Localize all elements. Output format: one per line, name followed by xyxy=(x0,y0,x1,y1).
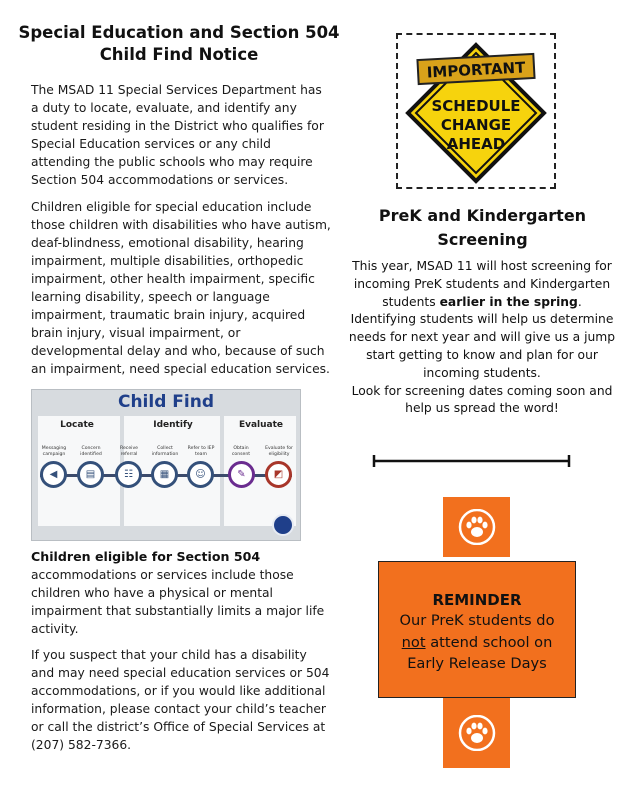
step-label: Refer to IEP team xyxy=(187,446,215,457)
reminder-box xyxy=(378,561,576,698)
screening-title xyxy=(355,204,610,252)
step-label: Receive referral xyxy=(120,446,138,457)
important-banner-text: IMPORTANT xyxy=(426,58,526,82)
reminder-line-1: Our PreK students do xyxy=(399,612,555,629)
section-504-paragraph xyxy=(31,548,331,638)
screening-paragraph-1 xyxy=(346,258,618,311)
step-label: Collect information xyxy=(151,446,179,457)
paw-print-icon xyxy=(458,509,496,545)
document-icon: ▤ xyxy=(77,461,104,488)
step-label: Evaluate for eligibility xyxy=(265,446,293,457)
paw-box-top xyxy=(443,497,510,557)
referral-icon: ☷ xyxy=(115,461,142,488)
screening-text-bold: earlier in the spring xyxy=(439,294,578,309)
screening-paragraph-2: Identifying students will help us determine needs for next year and will give us a jump start getting to know and plan for our incoming students. xyxy=(348,312,616,380)
reminder-heading: REMINDER xyxy=(432,591,522,609)
contact-paragraph: If you suspect that your child has a disability and may need special education services or 504 accommodations, or if you would like additional information, please contact your child’s teacher or call the district’s Office of Special Services at (207) 582-7366. xyxy=(31,648,330,752)
step-label: Messaging campaign xyxy=(41,446,67,457)
title-line-1: Special Education and Section 504 xyxy=(18,23,340,42)
screening-text xyxy=(346,258,618,418)
reminder-line-2 xyxy=(379,632,575,654)
divider-line xyxy=(372,453,571,469)
title-line-2: Child Find Notice xyxy=(99,45,259,64)
important-sign xyxy=(396,33,556,189)
megaphone-icon: ◀ xyxy=(40,461,67,488)
identify-heading: Identify xyxy=(153,420,193,430)
paw-print-icon xyxy=(458,715,496,751)
sign-line-1: SCHEDULE xyxy=(431,97,521,115)
child-find-title: Child Find xyxy=(117,392,215,412)
page-title xyxy=(14,22,344,66)
reminder-not-word: not xyxy=(401,633,426,651)
sign-line-3: AHEAD xyxy=(446,135,506,153)
evaluate-heading: Evaluate xyxy=(238,420,284,430)
locate-heading: Locate xyxy=(60,420,94,430)
section-504-text: accommodations or services include those children who have a physical or mental impairment that substantially limits a major life activity. xyxy=(31,568,325,636)
paw-box-bottom xyxy=(443,698,510,768)
consent-icon: ✎ xyxy=(228,461,255,488)
child-find-graphic xyxy=(31,389,301,541)
sign-line-2: CHANGE xyxy=(440,116,512,134)
collect-icon: ▦ xyxy=(151,461,178,488)
step-label: Concern identified xyxy=(80,446,102,457)
reminder-line-2-rest: attend school on xyxy=(425,633,553,651)
screening-title-line-2: Screening xyxy=(437,230,528,249)
step-label: Obtain consent xyxy=(231,446,251,457)
screening-title-line-1: PreK and Kindergarten xyxy=(378,206,587,225)
screening-text-b: . xyxy=(577,294,582,309)
chart-icon: ◩ xyxy=(265,461,292,488)
team-icon: ☺ xyxy=(187,461,214,488)
special-education-paragraph: Children eligible for special education include those children with disabilities who have autism, deaf-blindness, emotional disability, hearing impairment, multiple disabilities, orthopedic impairment, other health impairment, specific learning disability, speech or language impairment, traumatic brain injury, acquired brain injury, visual impairment, or developmental delay and who, because of such an impairment, need special education services. xyxy=(31,200,331,376)
reminder-line-3: Early Release Days xyxy=(407,655,547,672)
state-seal-icon xyxy=(272,514,294,536)
intro-paragraph: The MSAD 11 Special Services Department has a duty to locate, evaluate, and identify any student residing in the District who qualifies for Special Education services or any child attending the public schools who may require Section 504 accommodations or services. xyxy=(31,83,324,187)
warning-sign-graphic xyxy=(398,35,554,187)
screening-text-a: This year, MSAD 11 will host screening for incoming PreK students and Kindergarten students xyxy=(352,259,612,309)
screening-paragraph-3: Look for screening dates coming soon and help us spread the word! xyxy=(351,383,613,416)
section-504-lead: Children eligible for Section 504 xyxy=(31,549,261,564)
